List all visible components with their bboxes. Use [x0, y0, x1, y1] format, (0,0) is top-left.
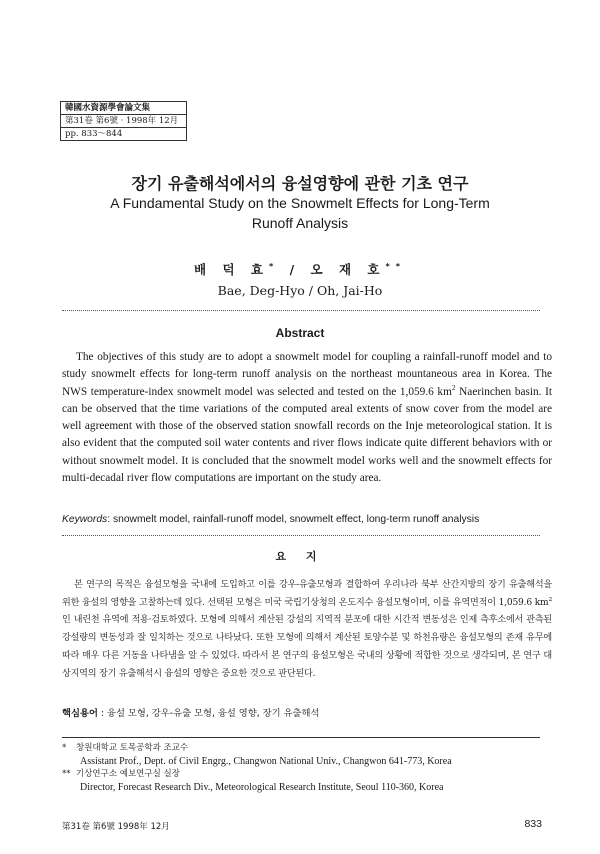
korean-keywords-label: 핵심용어 — [62, 708, 98, 719]
footnote-rule — [62, 737, 540, 738]
footer-issue: 第31卷 第6號 1998年 12月 — [62, 822, 170, 832]
abstract-body — [62, 349, 552, 487]
footnote-1-english: Assistant Prof., Dept. of Civil Engrg., Changwon National Univ., Changwon 641-773, Korea — [80, 756, 452, 767]
footnote-2-english: Director, Forecast Research Div., Meteorological Research Institute, Seoul 110-360, Korea — [80, 782, 444, 793]
divider-dotted — [62, 310, 540, 311]
korean-abstract-text-1: 본 연구의 목적은 융설모형을 국내에 도입하고 이를 강우-유출모형과 결합하여 우리나라 북부 산간지방의 장기 유출해석을 위한 융설의 영향을 고찰하는데 있다. 선택된 모형은 미국 국립기상청의 온도지수 융설모형이며, 이를 유역면적이 1,059.6 km — [62, 580, 552, 608]
footnote-1-mark: * — [62, 743, 67, 753]
author-separator: / — [279, 262, 311, 277]
keywords-text: : snowmelt model, rainfall-runoff model, snowmelt effect, long-term runoff analysis — [107, 514, 480, 525]
journal-volume: 第31卷 第6號 · 1998年 12月 — [61, 114, 186, 127]
journal-info-box — [60, 101, 187, 141]
korean-abstract-body — [62, 577, 552, 683]
abstract-text-2: Naerinchen basin. It can be observed that the time variations of the computed areal extents of snow cover from the model are well agreement with those of the observed station snowfall records on the Inje meteorological station. It is also evident that the computed soil water contents and river flows indicate quite different behaviors with or without snowmelt model. It is concluded that the snowmelt model works well and the snowmelt effects for multi-decadal river flow computations are important on the study area. — [62, 385, 553, 485]
footnote-2-korean — [62, 768, 542, 781]
author-1-mark: * — [268, 260, 280, 271]
korean-keywords — [62, 705, 552, 719]
author-2-korean: 오 재 호 — [310, 262, 386, 277]
journal-name: 韓國水資源學會論文集 — [65, 103, 151, 113]
footnote-1-korean-text: 창원대학교 토목공학과 조교수 — [76, 743, 189, 753]
keywords — [62, 514, 552, 525]
authors-english: Bae, Deg-Hyo / Oh, Jai-Ho — [217, 283, 383, 298]
authors-korean — [0, 260, 600, 278]
footnote-1-korean — [62, 742, 542, 755]
divider-dotted — [62, 535, 540, 536]
abstract-heading: Abstract — [275, 326, 325, 340]
footnote-2-mark: ** — [62, 769, 71, 779]
korean-keywords-text: : 융설 모형, 강우-유출 모형, 융설 영향, 장기 유출해석 — [97, 708, 320, 719]
korean-abstract-superscript: 2 — [548, 596, 552, 603]
author-1-korean: 배 덕 효 — [194, 262, 269, 277]
footnotes — [62, 742, 542, 794]
journal-pages: pp. 833～844 — [61, 127, 186, 140]
page-number: 833 — [524, 818, 542, 830]
title-english: A Fundamental Study on the Snowmelt Effects for Long-Term Runoff Analysis — [110, 195, 490, 231]
author-2-mark: ** — [385, 260, 406, 271]
korean-abstract-heading: 요 지 — [275, 550, 325, 563]
abstract-text-1: The objectives of this study are to adopt a snowmelt model for coupling a rainfall-runoff model and to study snowmelt effects for long-term runoff analysis on the northeast mountaneous area in Korea. The NWS temperature-index snowmelt model was selected and tested on the 1,059.6 km — [62, 351, 552, 398]
abstract-superscript: 2 — [451, 382, 456, 392]
footnote-2-korean-text: 기상연구소 예보연구실 실장 — [76, 769, 180, 779]
keywords-label: Keywords — [62, 514, 108, 525]
title-korean: 장기 유출해석에서의 융설영향에 관한 기초 연구 — [131, 174, 469, 193]
korean-abstract-text-2: 인 내린천 유역에 적용·검토하였다. 모형에 의해서 계산된 강설의 지역적 분포에 대한 시간적 변동성은 인제 측후소에서 관측된 강설량의 변동성과 잘 일치하는 것으로 나타났다. 또한 모형에 의해서 계산된 토양수분 및 하천유량은 융설모형의 존재 유무에 따라 매우 다른 거동을 나타냄을 알 수 있었다. 따라서 본 연구의 융설모형은 국내의 상황에 적합한 것으로 생각되며, 본 연구 대상지역의 장기 유출해석시 융설의 영향은 중요한 것으로 판단된다. — [62, 615, 552, 679]
